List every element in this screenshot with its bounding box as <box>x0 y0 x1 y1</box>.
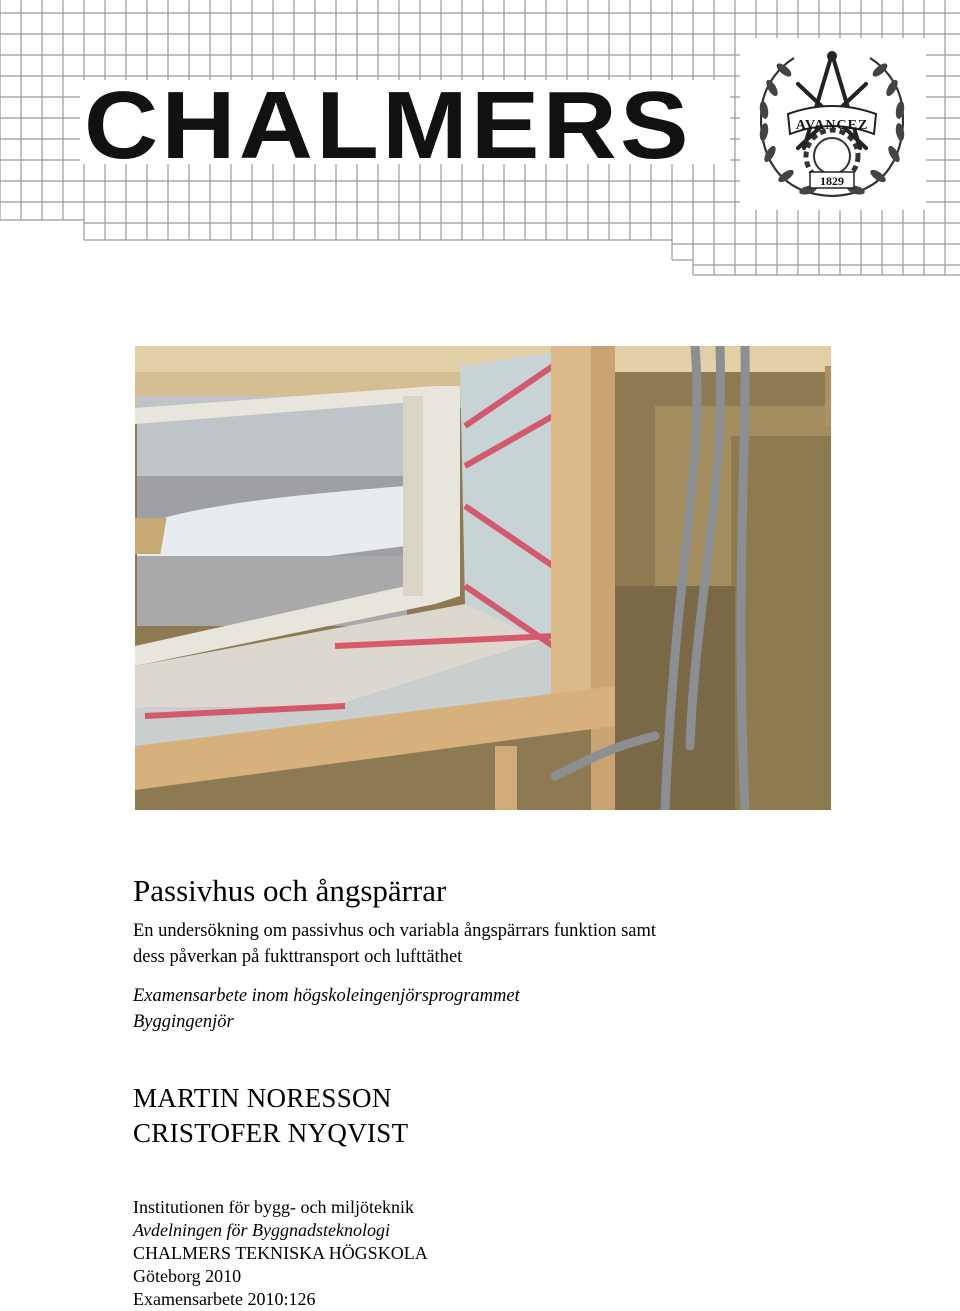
programme <box>133 983 520 1035</box>
university: CHALMERS TEKNISKA HÖGSKOLA <box>133 1243 428 1263</box>
cover-photo <box>135 346 831 810</box>
report-number: Examensarbete 2010:126 <box>133 1289 316 1309</box>
institution-block <box>133 1196 428 1311</box>
subtitle-line-2: dess påverkan på fukttransport och lufttäthet <box>133 947 463 967</box>
window-construction-image <box>135 346 831 810</box>
chalmers-seal-logo <box>748 44 916 204</box>
seal-year: 1829 <box>820 174 844 188</box>
seal-motto: AVANCEZ <box>795 118 869 133</box>
chalmers-wordmark: CHALMERS <box>84 72 692 179</box>
programme-line-2: Byggingenjör <box>133 1012 234 1032</box>
document-title: Passivhus och ångspärrar <box>133 873 447 908</box>
subtitle-line-1: En undersökning om passivhus och variabla ångspärrars funktion samt <box>133 921 657 941</box>
authors <box>133 1081 408 1151</box>
department: Institutionen för bygg- och miljöteknik <box>133 1197 414 1217</box>
author-name: CRISTOFER NYQVIST <box>133 1118 409 1148</box>
division: Avdelningen för Byggnadsteknologi <box>133 1220 390 1240</box>
header <box>0 0 960 280</box>
document-subtitle <box>133 918 833 970</box>
author-name: MARTIN NORESSON <box>133 1083 392 1113</box>
programme-line-1: Examensarbete inom högskoleingenjörsprogrammet <box>133 986 520 1006</box>
city-year: Göteborg 2010 <box>133 1266 242 1286</box>
